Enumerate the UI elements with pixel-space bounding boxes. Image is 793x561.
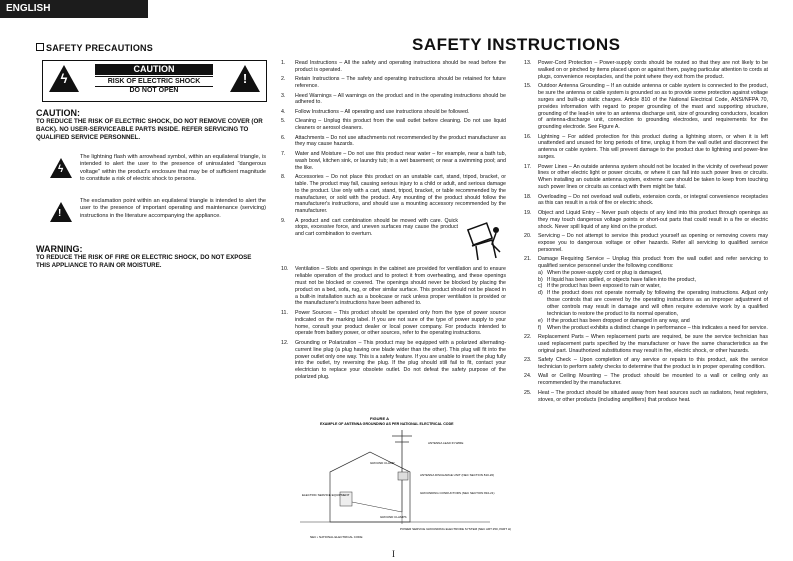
figure-label: GROUND CLAMP (370, 461, 395, 465)
caution-banner: CAUTION (95, 64, 213, 75)
list-item: 22. Replacement Parts – When replacement parts are required, be sure the service technician has used replacement parts specified by the manufacturer or have the same characteristics as the original part. Unauthorized substitutions may result in fire, electric shock, or other hazards. (524, 333, 768, 354)
list-item: 9. A product and cart combination should be moved with care. Quick stops, excessive force, and uneven surfaces may cause the product and cart combination to overturn. (281, 218, 506, 264)
sub-list-item: a) When the power-supply cord or plug is damaged, (538, 269, 663, 276)
left-column (36, 60, 267, 270)
section-title-text: SAFETY PRECAUTIONS (46, 43, 153, 53)
figure-label: NEC • NATIONAL ELECTRICAL CODE (310, 535, 363, 539)
figure-subtitle: EXAMPLE OF ANTENNA GROUNDING AS PER NATIONAL ELECTRICAL CODE (320, 422, 454, 426)
instructions-column-1 (281, 60, 506, 384)
caution-heading: CAUTION: (36, 108, 80, 118)
figure-label: POWER SERVICE GROUNDING ELECTRODE SYSTEM (NEC ART 250, PART H) (400, 527, 512, 531)
list-item: 12. Grounding or Polarization – This product may be equipped with a polarized alternating-current line plug (a plug having one blade wider than the other). This plug will fit into the power outlet only one way. This is a safety feature. If you are unable to insert the plug fully into the outlet, try reversing the plug. If the plug should still fail to fit, contact your electrician to replace your obsolete outlet. Do not defeat the safety purpose of the polarized plug. (281, 339, 506, 381)
symbol-row-exclamation (42, 198, 267, 238)
list-item: 4. Follow Instructions – All operating and use instructions should be followed. (281, 108, 470, 115)
antenna-grounding-diagram (300, 412, 512, 542)
language-tab: ENGLISH (0, 0, 148, 18)
exclamation-triangle-icon: ! (50, 202, 72, 222)
figure-label: GROUND CLAMPS (380, 515, 407, 519)
list-item: 7. Water and Moisture – Do not use this product near water – for example, near a bath tub, wash bowl, kitchen sink, or laundry tub; in a wet basement; or near a swimming pool; and the like. (281, 150, 506, 171)
list-item: 19. Object and Liquid Entry – Never push objects of any kind into this product through openings as they may touch dangerous voltage points or short-out parts that could result in a fire or electric shock. Never spill liquid of any kind on the product. (524, 209, 768, 230)
list-item: 24. Wall or Ceiling Mounting – The product should be mounted to a wall or ceiling only as recommended by the manufacturer. (524, 373, 768, 387)
lightning-triangle-icon: ϟ (49, 65, 79, 92)
list-item: 1. Read Instructions – All the safety and operating instructions should be read before the product is operated. (281, 60, 506, 73)
list-item: 16. Lightning – For added protection for this product during a lightning storm, or when it is left unattended and unused for long periods of time, unplug it from the wall outlet and disconnect the antenna or cable system. This will prevent damage to the product due to lightning and power-line surges. (524, 133, 768, 161)
exclamation-triangle-icon: ! (230, 65, 260, 92)
symbol-description: The exclamation point within an equilateral triangle is intended to alert the user to the presence of important operating and maintenance (servicing) instructions in the literature accompanying the appliance. (80, 198, 266, 219)
instructions-column-2 (524, 60, 768, 406)
sub-list-item: b) If liquid has been spilled, or objects have fallen into the product, (538, 276, 696, 283)
symbol-description: The lightning flash with arrowhead symbol, within an equilateral triangle, is intended to alert the user to the presence of uninsulated "dangerous voltage" within the product's enclosure that may be of sufficient magnitude to constitute a risk of electric shock to persons. (80, 154, 266, 183)
symbol-row-lightning (42, 154, 267, 194)
figure-label: ELECTRIC SERVICE EQUIPMENT (302, 493, 350, 497)
list-item: 21. Damage Requiring Service – Unplug this product from the wall outlet and refer servicing to qualified service personnel under the following conditions: a) When the power-supply cord or plug is damaged, b) If liquid has been spilled, or objects have fallen into the product, c) If the product has been exposed to rain or water, d) If the product does not operate normally by following the operating instructions. Adjust only those controls that are covered by the operating instructions as an improper adjustment of other controls may result in damage and will often require extensive work by a qualified technician to restore the product to its normal operation, e) If the product has been dropped or damaged in any way, and f) When the product exhibits a distinct change in performance – this indicates a need for service. (524, 256, 768, 331)
page-title: SAFETY INSTRUCTIONS (412, 35, 621, 54)
list-item: 5. Cleaning – Unplug this product from the wall outlet before cleaning. Do not use liquid cleaners or aerosol cleaners. (281, 118, 506, 132)
lightning-triangle-icon: ϟ (50, 158, 72, 178)
caution-line-2: DO NOT OPEN (129, 87, 179, 94)
list-item: 15. Outdoor Antenna Grounding – If an outside antenna or cable system is connected to the product, be sure the antenna or cable system is grounded so as to provide some protection against voltage surges and built-up static charges. Article 810 of the National Electrical Code, ANSI/NFPA 70, provides information with regard to proper grounding of the mast and supporting structure, grounding of the lead-in wire to an antenna discharge unit, size of grounding conductors, location of antenna-discharge unit, connection to grounding electrodes, and requirements for the grounding electrode. See Figure A. (524, 83, 768, 131)
figure-label: ANTENNA DISCHARGE UNIT (NEC SECTION 810-20) (420, 473, 495, 477)
caution-text: TO REDUCE THE RISK OF ELECTRIC SHOCK, DO NOT REMOVE COVER (OR BACK). NO USER-SERVICEABLE PARTS INSIDE. REFER SERVICING TO QUALIFIED SERVICE PERSONNEL. (36, 118, 263, 141)
list-item: 20. Servicing – Do not attempt to service this product yourself as opening or removing covers may expose you to dangerous voltage or other hazards. Refer all servicing to qualified service personnel. (524, 232, 768, 253)
figure-label: ANTENNA LEAD IN WIRE (428, 441, 464, 445)
sub-list-item: d) If the product does not operate normally by following the operating instructions. Adjust only those controls that are covered by the operating instructions as an improper adjustment of other controls may result in damage and will often require extensive work by a qualified technician to restore the product to its normal operation, (538, 290, 768, 317)
cart-tip-over-icon (462, 218, 506, 262)
list-item: 2. Retain Instructions – The safety and operating instructions should be retained for future reference. (281, 76, 506, 90)
page-number: I (392, 549, 395, 559)
sub-list-item: c) If the product has been exposed to rain or water, (538, 283, 661, 290)
list-item: 25. Heat – The product should be situated away from heat sources such as radiators, heat registers, stoves, or other products (including amplifiers) that produce heat. (524, 389, 768, 403)
figure-label: GROUNDING CONDUCTORS (NEC SECTION 810-21) (420, 491, 495, 495)
sub-list-item: e) If the product has been dropped or damaged in any way, and (538, 317, 690, 324)
warning-heading: WARNING: (36, 244, 83, 254)
figure-title: FIGURE A (370, 416, 389, 421)
section-title (36, 43, 153, 53)
list-item: 8. Accessories – Do not place this product on an unstable cart, stand, tripod, bracket, or table. The product may fall, causing serious injury to a child or adult, and serious damage to the product. Use only with a cart, stand, tripod, bracket, or table recommended by the manufacturer, or sold with the product. Any mounting of the product should follow the manufacturer's instructions, and should use a mounting accessory recommended by the manufacturer. (281, 173, 506, 215)
list-item: 18. Overloading – Do not overload wall outlets, extension cords, or integral convenience receptacles as this can result in a risk of fire or electric shock. (524, 193, 768, 207)
list-item: 17. Power Lines – An outside antenna system should not be located in the vicinity of overhead power lines or other electric light or power circuits, or where it can fall into such power lines or circuits. When installing an outside antenna system, extreme care should be taken to keep from touching such power lines or circuits as contact with them might be fatal. (524, 163, 768, 191)
list-item: 6. Attachments – Do not use attachments not recommended by the product manufacturer as they may cause hazards. (281, 134, 506, 148)
caution-label-box (42, 60, 267, 102)
list-item: 3. Heed Warnings – All warnings on the product and in the operating instructions should be adhered to. (281, 92, 506, 106)
sub-list-item: f) When the product exhibits a distinct change in performance – this indicates a need for service. (538, 324, 768, 331)
list-item: 11. Power Sources – This product should be operated only from the type of power source indicated on the marking label. If you are not sure of the type of power supply to your home, consult your product dealer or local power company. For products intended to operate from battery power, or other sources, refer to the operating instructions. (281, 309, 506, 337)
checkbox-icon (36, 43, 44, 51)
list-item: 13. Power-Cord Protection – Power-supply cords should be routed so that they are not likely to be walked on or pinched by items placed upon or against them, paying particular attention to cords at plugs, convenience receptacles, and the point where they exit from the product. (524, 60, 768, 80)
warning-text: TO REDUCE THE RISK OF FIRE OR ELECTRIC SHOCK, DO NOT EXPOSE THIS APPLIANCE TO RAIN OR MOISTURE. (36, 254, 252, 269)
list-item: 10. Ventilation – Slots and openings in the cabinet are provided for ventilation and to ensure reliable operation of the product and to protect it from overheating, and these openings must not be blocked or covered. The openings should never be blocked by placing the product on a bed, sofa, rug, or other similar surface. This product should not be placed in a built-in installation such as a bookcase or rack unless proper ventilation is provided or the manufacturer's instructions have been adhered to. (281, 266, 506, 307)
list-item: 23. Safety Check – Upon completion of any service or repairs to this product, ask the service technician to perform safety checks to determine that the product is in proper operating condition. (524, 357, 768, 370)
caution-line-1: RISK OF ELECTRIC SHOCK (95, 76, 213, 87)
